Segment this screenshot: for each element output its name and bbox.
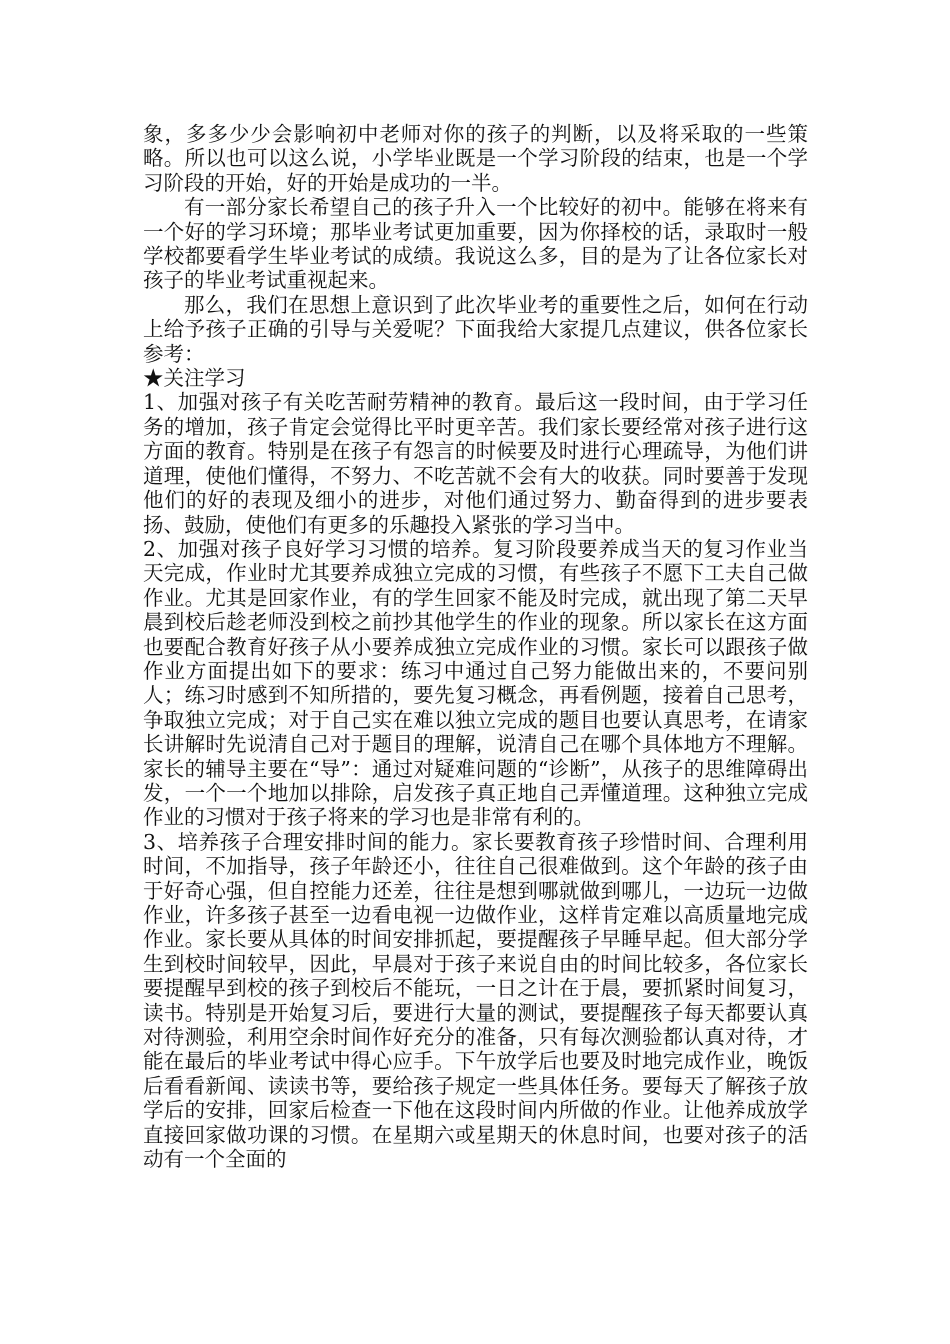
paragraph-3: 那么，我们在思想上意识到了此次毕业考的重要性之后，如何在行动上给予孩子正确的引导与关爱呢？下面我给大家提几点建议，供各位家长参考：	[143, 292, 808, 366]
paragraph-2: 有一部分家长希望自己的孩子升入一个比较好的初中。能够在将来有一个好的学习环境；那毕业考试更加重要，因为你择校的话，录取时一般学校都要看学生毕业考试的成绩。我说这么多，目的是为了让各位家长对孩子的毕业考试重视起来。	[143, 195, 808, 293]
paragraph-item-3: 3、培养孩子合理安排时间的能力。家长要教育孩子珍惜时间、合理利用时间，不加指导，孩子年龄还小，往往自己很难做到。这个年龄的孩子由于好奇心强，但自控能力还差，往往是想到哪就做到哪儿，一边玩一边做作业，许多孩子甚至一边看电视一边做作业，这样肯定难以高质量地完成作业。家长要从具体的时间安排抓起，要提醒孩子早睡早起。但大部分学生到校时间较早，因此，早晨对于孩子来说自由的时间比较多，各位家长要提醒早到校的孩子到校后不能玩，一日之计在于晨，要抓紧时间复习，读书。特别是开始复习后，要进行大量的测试，要提醒孩子每天都要认真对待测验，利用空余时间作好充分的准备，只有每次测验都认真对待，才能在最后的毕业考试中得心应手。下午放学后也要及时地完成作业，晚饭后看看新闻、读读书等，要给孩子规定一些具体任务。要每天了解孩子放学后的安排，回家后检查一下他在这段时间内所做的作业。让他养成放学直接回家做功课的习惯。在星期六或星期天的休息时间，也要对孩子的活动有一个全面的	[143, 829, 808, 1172]
paragraph-item-2: 2、加强对孩子良好学习习惯的培养。复习阶段要养成当天的复习作业当天完成，作业时尤其要养成独立完成的习惯，有些孩子不愿下工夫自己做作业。尤其是回家作业，有的学生回家不能及时完成，就出现了第二天早晨到校后趁老师没到校之前抄其他学生的作业的现象。所以家长在这方面也要配合教育好孩子从小要养成独立完成作业的习惯。家长可以跟孩子做作业方面提出如下的要求：练习中通过自己努力能做出来的，不要问别人；练习时感到不知所措的，要先复习概念，再看例题，接着自己思考，争取独立完成；对于自己实在难以独立完成的题目也要认真思考，在请家长讲解时先说清自己对于题目的理解，说清自己在哪个具体地方不理解。家长的辅导主要在“导”：通过对疑难问题的“诊断”，从孩子的思维障碍出发，一个一个地加以排除，启发孩子真正地自己弄懂道理。这种独立完成作业的习惯对于孩子将来的学习也是非常有利的。	[143, 536, 808, 830]
paragraph-1: 象，多多少少会影响初中老师对你的孩子的判断，以及将采取的一些策略。所以也可以这么说，小学毕业既是一个学习阶段的结束，也是一个学习阶段的开始，好的开始是成功的一半。	[143, 122, 808, 195]
document-page	[143, 122, 808, 1171]
section-heading-focus-study: ★关注学习	[143, 366, 246, 391]
paragraph-item-1: 1、加强对孩子有关吃苦耐劳精神的教育。最后这一段时间，由于学习任务的增加，孩子肯定会觉得比平时更辛苦。我们家长要经常对孩子进行这方面的教育。特别是在孩子有怨言的时候要及时进行心理疏导，为他们讲道理，使他们懂得，不努力、不吃苦就不会有大的收获。同时要善于发现他们的好的表现及细小的进步，对他们通过努力、勤奋得到的进步要表扬、鼓励，使他们有更多的乐趣投入紧张的学习当中。	[143, 390, 808, 537]
